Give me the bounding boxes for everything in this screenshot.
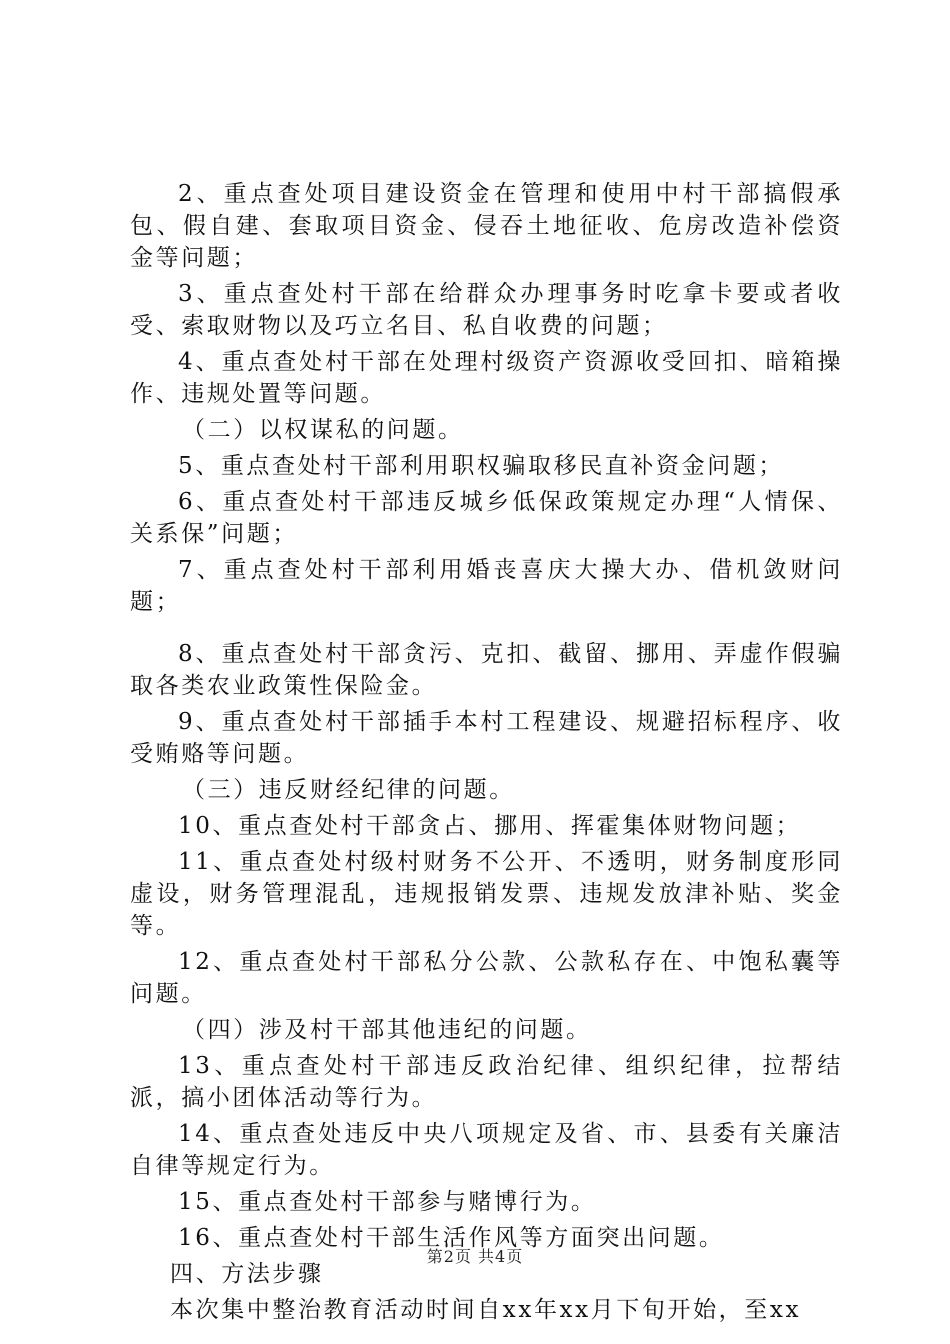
paragraph: 12、重点查处村干部私分公款、公款私存在、中饱私囊等问题。 <box>130 949 843 1007</box>
paragraph: 11、重点查处村级村财务不公开、不透明，财务制度形同虚设，财务管理混乱，违规报销发票、违规发放津补贴、奖金等。 <box>130 849 843 939</box>
paragraph: 7、重点查处村干部利用婚丧喜庆大操大办、借机敛财问题； <box>130 557 843 615</box>
paragraph: 5、重点查处村干部利用职权骗取移民直补资金问题； <box>178 453 785 479</box>
section-heading: （四）涉及村干部其他违纪的问题。 <box>182 1017 592 1043</box>
paragraph: 四、方法步骤 <box>170 1261 324 1287</box>
document-body <box>130 178 843 1330</box>
paragraph: 16、重点查处村干部生活作风等方面突出问题。 <box>178 1225 725 1251</box>
paragraph: 2、重点查处项目建设资金在管理和使用中村干部搞假承包、假自建、套取项目资金、侵吞土地征收、危房改造补偿资金等问题； <box>130 181 843 271</box>
section-heading: （三）违反财经纪律的问题。 <box>182 777 515 803</box>
page-footer: 第2页 共4页 <box>426 1247 524 1266</box>
paragraph: 6、重点查处村干部违反城乡低保政策规定办理“人情保、关系保”问题； <box>130 489 843 547</box>
paragraph: 3、重点查处村干部在给群众办理事务时吃拿卡要或者收受、索取财物以及巧立名目、私自收费的问题； <box>130 281 843 339</box>
paragraph: 本次集中整治教育活动时间自xx年xx月下旬开始，至xx <box>170 1297 802 1323</box>
section-heading: （二）以权谋私的问题。 <box>182 417 464 443</box>
paragraph: 9、重点查处村干部插手本村工程建设、规避招标程序、收受贿赂等问题。 <box>130 709 843 767</box>
paragraph: 15、重点查处村干部参与赌博行为。 <box>178 1189 597 1215</box>
paragraph: 14、重点查处违反中央八项规定及省、市、县委有关廉洁自律等规定行为。 <box>130 1121 843 1179</box>
paragraph: 13、重点查处村干部违反政治纪律、组织纪律，拉帮结派，搞小团体活动等行为。 <box>130 1053 843 1111</box>
paragraph: 10、重点查处村干部贪占、挪用、挥霍集体财物问题； <box>178 813 802 839</box>
paragraph: 8、重点查处村干部贪污、克扣、截留、挪用、弄虚作假骗取各类农业政策性保险金。 <box>130 641 843 699</box>
paragraph: 4、重点查处村干部在处理村级资产资源收受回扣、暗箱操作、违规处置等问题。 <box>130 349 843 407</box>
